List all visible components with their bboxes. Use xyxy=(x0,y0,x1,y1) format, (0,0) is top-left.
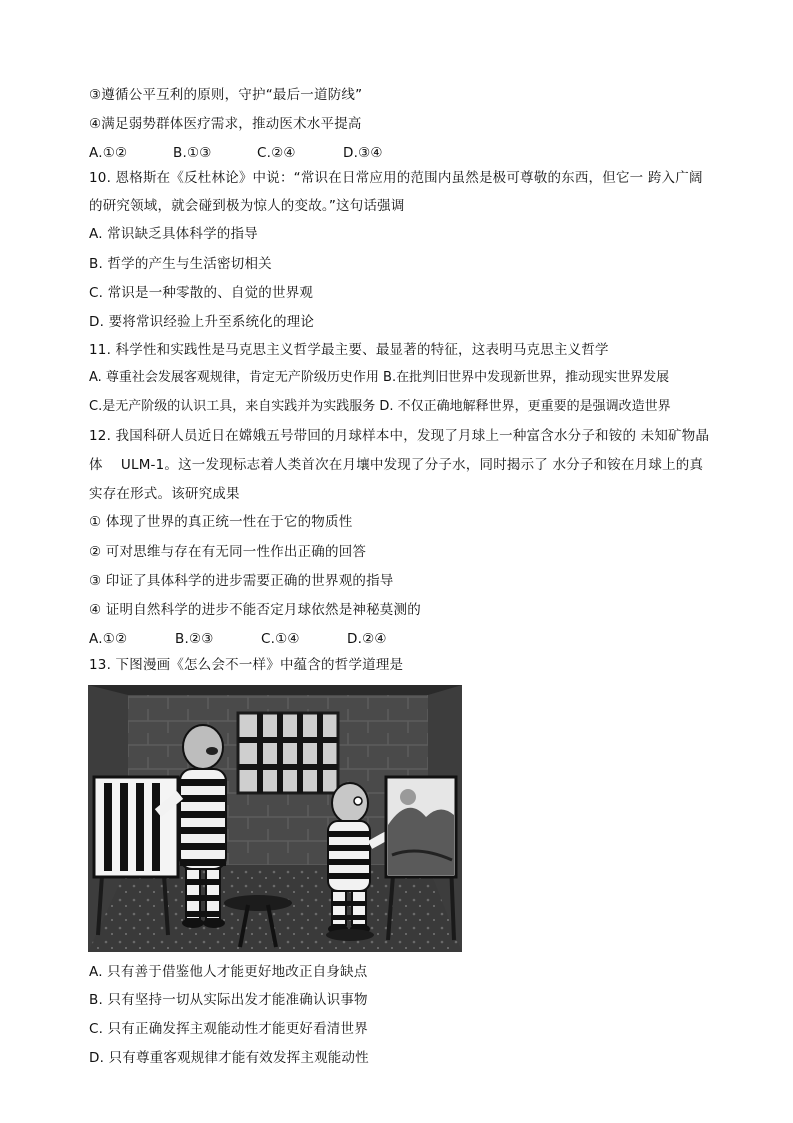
prison-painters-cartoon xyxy=(88,685,462,952)
q10-option-b: B. 哲学的产生与生活密切相关 xyxy=(89,256,272,272)
q10-option-d: D. 要将常识经验上升至系统化的理论 xyxy=(89,314,315,330)
q12-choices xyxy=(89,629,387,649)
q10-stem-line-2: 的研究领域，就会碰到极为惊人的变故。”这句话强调 xyxy=(89,198,405,214)
q12-choice-a: A.①② xyxy=(89,631,128,647)
q12-item-3: ③ 印证了具体科学的进步需要正确的世界观的指导 xyxy=(89,573,394,589)
q13-stem: 13. 下图漫画《怎么会不一样》中蕴含的哲学道理是 xyxy=(89,657,404,673)
q12-item-2: ② 可对思维与存在有无同一性作出正确的回答 xyxy=(89,544,367,560)
q9-item-4: ④满足弱势群体医疗需求，推动医术水平提高 xyxy=(89,116,362,132)
q9-choice-c: C.②④ xyxy=(257,145,296,161)
q12-stem-line-2: 体 ULM-1。这一发现标志着人类首次在月壤中发现了分子水，同时揭示了 水分子和铵在月球上的真 xyxy=(89,457,704,473)
q12-choice-c: C.①④ xyxy=(261,631,300,647)
q9-item-3: ③遵循公平互利的原则，守护“最后一道防线” xyxy=(89,87,363,103)
q12-stem-line-1: 12. 我国科研人员近日在嫦娥五号带回的月球样本中，发现了月球上一种富含水分子和铵的 未知矿物晶 xyxy=(89,428,710,444)
q12-item-4: ④ 证明自然科学的进步不能否定月球依然是神秘莫测的 xyxy=(89,602,421,618)
q13-option-b: B. 只有坚持一切从实际出发才能准确认识事物 xyxy=(89,992,368,1008)
q9-choices xyxy=(89,143,383,163)
q9-choice-d: D.③④ xyxy=(343,145,383,161)
q13-option-c: C. 只有正确发挥主观能动性才能更好看清世界 xyxy=(89,1021,368,1037)
q12-choice-d: D.②④ xyxy=(347,631,387,647)
q11-options-line-2: C.是无产阶级的认识工具，来自实践并为实践服务 D. 不仅正确地解释世界，更重要的是强调改造世界 xyxy=(89,399,671,414)
q12-choice-b: B.②③ xyxy=(175,631,214,647)
q12-stem-line-3: 实存在形式。该研究成果 xyxy=(89,486,240,502)
q11-options-line-1: A. 尊重社会发展客观规律，肯定无产阶级历史作用 B.在批判旧世界中发现新世界，推动现实世界发展 xyxy=(89,370,670,385)
q11-stem: 11. 科学性和实践性是马克思主义哲学最主要、最显著的特征，这表明马克思主义哲学 xyxy=(89,342,609,358)
q13-option-a: A. 只有善于借鉴他人才能更好地改正自身缺点 xyxy=(89,964,368,980)
q9-choice-a: A.①② xyxy=(89,145,128,161)
q10-stem-line-1: 10. 恩格斯在《反杜林论》中说：“常识在日常应用的范围内虽然是极可尊敬的东西，但它一 跨入广阔 xyxy=(89,170,703,186)
q9-choice-b: B.①③ xyxy=(173,145,212,161)
q10-option-a: A. 常识缺乏具体科学的指导 xyxy=(89,226,258,242)
q10-option-c: C. 常识是一种零散的、自觉的世界观 xyxy=(89,285,314,301)
q12-item-1: ① 体现了世界的真正统一性在于它的物质性 xyxy=(89,514,353,530)
q13-option-d: D. 只有尊重客观规律才能有效发挥主观能动性 xyxy=(89,1050,369,1066)
